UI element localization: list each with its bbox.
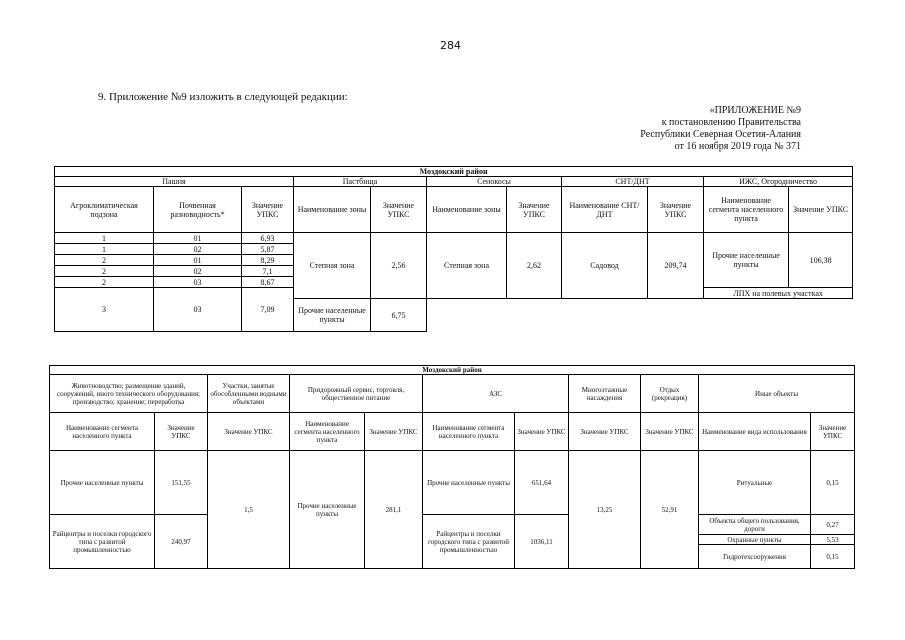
izhs-value: 106,38: [789, 233, 853, 288]
group-livestock: Животноводство; размещение зданий, сооружений, иного технического оборудования; производство; хранение; переработка: [50, 375, 208, 413]
livestock-value: 151,55: [155, 451, 208, 515]
table-cell: 8,67: [242, 277, 294, 288]
table-cell: 3: [55, 288, 154, 332]
other-usage: Ритуальные: [699, 451, 811, 515]
header-upks: Значение УПКС: [371, 187, 427, 233]
lph-value: 6,75: [371, 299, 427, 332]
header-snt-name: Наименование СНТ/ДНТ: [562, 187, 648, 233]
header-segment: Наименование сегмента населенного пункта: [704, 187, 789, 233]
other-value: 0,15: [811, 451, 855, 515]
header-agro: Агроклиматическая подзона: [55, 187, 154, 233]
azs-segment: Райцентры и поселки городского типа с развитой промышленностью: [423, 515, 515, 569]
hay-zone: Степная зона: [427, 233, 507, 299]
lph-segment: Прочие населенные пункты: [294, 299, 371, 332]
group-water: Участки, занятые обособленными водными объектами: [208, 375, 290, 413]
azs-value: 1036,11: [515, 515, 569, 569]
table-cell: 7,1: [242, 266, 294, 277]
recreation-value: 52,91: [641, 451, 699, 569]
group-roadside: Придорожный сервис, торговля, общественное питание: [290, 375, 423, 413]
snt-name: Садовод: [562, 233, 648, 299]
table-cell: 2: [55, 266, 154, 277]
pasture-zone: Степная зона: [294, 233, 371, 299]
table-settlement-land: [49, 365, 855, 569]
appendix-header: [640, 105, 801, 153]
table-cell: 1: [55, 244, 154, 255]
header-upks: Значение УПКС: [242, 187, 294, 233]
water-value: 1,5: [208, 451, 290, 569]
pasture-value: 2,56: [371, 233, 427, 299]
other-value: 0,15: [811, 545, 855, 569]
group-plantings: Многоэтажные насаждения: [569, 375, 641, 413]
group-recreation: Отдых (рекреация): [641, 375, 699, 413]
table-cell: 1: [55, 233, 154, 244]
group-other: Иные объекты: [699, 375, 855, 413]
header-upks: Значение УПКС: [641, 413, 699, 451]
table-cell: 02: [154, 244, 242, 255]
header-upks: Значение УПКС: [648, 187, 704, 233]
table2-title: Моздокский район: [50, 366, 855, 375]
header-zone: Наименование зоны: [427, 187, 507, 233]
livestock-value: 240,97: [155, 515, 208, 569]
header-upks: Значение УПКС: [569, 413, 641, 451]
appendix-line-1: «ПРИЛОЖЕНИЕ №9: [709, 105, 801, 116]
header-segment: Наименование сегмента населенного пункта: [290, 413, 365, 451]
izhs-segment: Прочие населенные пункты: [704, 233, 789, 288]
hay-value: 2,62: [507, 233, 562, 299]
group-azs: АЗС: [423, 375, 569, 413]
other-usage: Объекты общего пользования, дороги: [699, 515, 811, 535]
header-upks: Значение УПКС: [208, 413, 290, 451]
table-cell: 03: [154, 288, 242, 332]
intro-text: 9. Приложение №9 изложить в следующей редакции:: [98, 91, 348, 103]
header-upks: Значение УПКС: [365, 413, 423, 451]
page-number: 284: [440, 39, 461, 52]
header-zone: Наименование зоны: [294, 187, 371, 233]
table-cell: 01: [154, 255, 242, 266]
header-upks: Значение УПКС: [515, 413, 569, 451]
group-izhs: ИЖС, Огородничество: [704, 177, 853, 187]
lph-title: ЛПХ на полевых участках: [704, 288, 853, 299]
livestock-segment: Райцентры и поселки городского типа с развитой промышленностью: [50, 515, 155, 569]
table-cell: 6,93: [242, 233, 294, 244]
header-soil: Почвенная разновидность*: [154, 187, 242, 233]
header-segment: Наименование сегмента населенного пункта: [50, 413, 155, 451]
other-value: 0,27: [811, 515, 855, 535]
group-hay: Сенокосы: [427, 177, 562, 187]
table-cell: 2: [55, 255, 154, 266]
appendix-line-3: Республики Северная Осетия-Алания: [640, 129, 801, 140]
other-value: 5,53: [811, 535, 855, 545]
header-upks: Значение УПКС: [789, 187, 853, 233]
header-upks: Значение УПКС: [155, 413, 208, 451]
snt-value: 209,74: [648, 233, 704, 299]
table-cell: 2: [55, 277, 154, 288]
table-cell: 01: [154, 233, 242, 244]
appendix-line-2: к постановлению Правительства: [661, 117, 801, 128]
plantings-value: 13,25: [569, 451, 641, 569]
other-usage: Гидротехсооружения: [699, 545, 811, 569]
livestock-segment: Прочие населенные пункты: [50, 451, 155, 515]
roadside-value: 281,1: [365, 451, 423, 569]
table-cell: 03: [154, 277, 242, 288]
group-pasture: Пастбища: [294, 177, 427, 187]
azs-segment: Прочие населенные пункты: [423, 451, 515, 515]
header-usage: Наименование вида использования: [699, 413, 811, 451]
table-cell: 02: [154, 266, 242, 277]
table1-title: Моздокский район: [55, 167, 853, 177]
header-upks: Значение УПКС: [811, 413, 855, 451]
roadside-segment: Прочие населенные пункты: [290, 451, 365, 569]
group-arable: Пашня: [55, 177, 294, 187]
header-segment: Наименование сегмента населенного пункта: [423, 413, 515, 451]
table-cell: 8,29: [242, 255, 294, 266]
table-cell: 5,87: [242, 244, 294, 255]
table-cell: 7,09: [242, 288, 294, 332]
azs-value: 651,64: [515, 451, 569, 515]
header-upks: Значение УПКС: [507, 187, 562, 233]
appendix-line-4: от 16 ноября 2019 года № 371: [674, 141, 801, 152]
table-agricultural-land: [54, 166, 853, 332]
other-usage: Охранные пункты: [699, 535, 811, 545]
group-snt: СНТ/ДНТ: [562, 177, 704, 187]
